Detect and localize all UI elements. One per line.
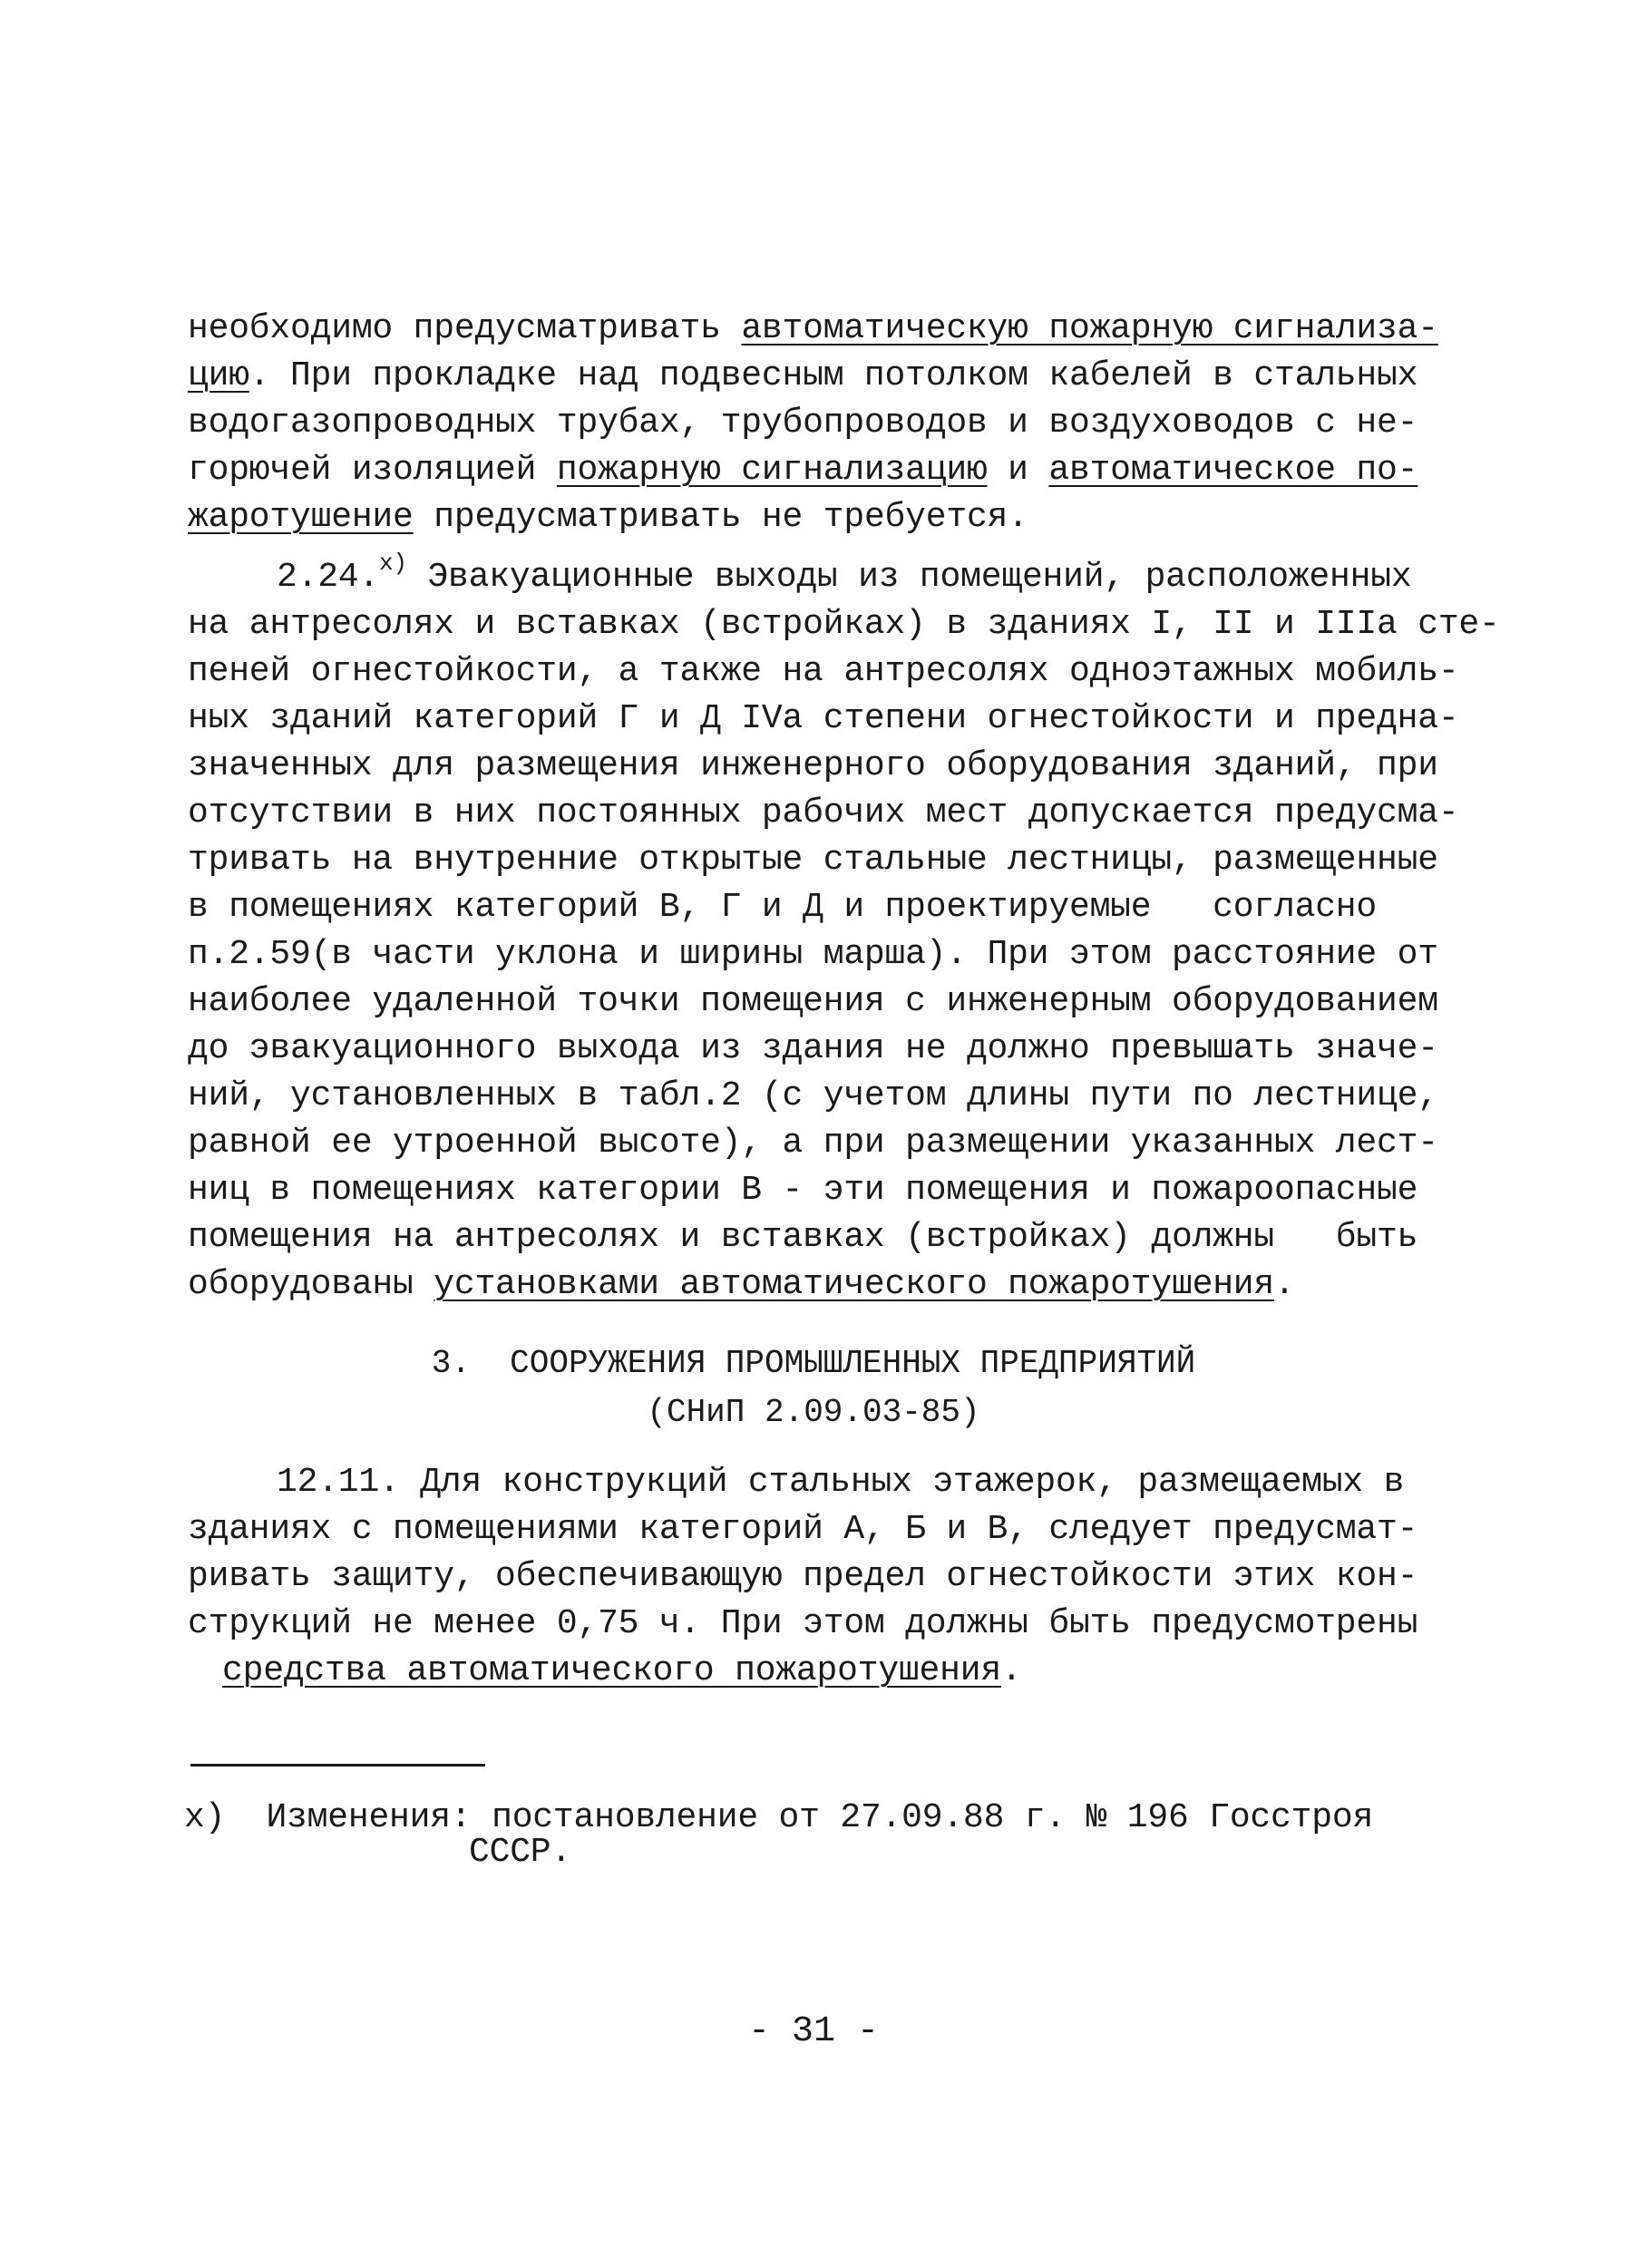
footnote-divider xyxy=(190,1764,485,1767)
p2-line-13: равной ее утроенной высоте), а при размещении указанных лест- xyxy=(188,1124,1438,1163)
p2-line-2: на антресолях и вставках (встройках) в зданиях I, II и IIIа сте- xyxy=(188,605,1500,644)
footnote-mark: x) xyxy=(184,1798,226,1837)
p2-line-6: отсутствии в них постоянных рабочих мест допускается предусма- xyxy=(188,793,1459,832)
underlined-term: пожарную сигнализацию xyxy=(556,451,988,490)
underlined-term: цию xyxy=(188,356,249,395)
p2-line-15: помещения на антресолях и вставках (встройках) должны быть xyxy=(188,1218,1418,1257)
clause-number: 2.24. xyxy=(277,558,380,597)
p3-line-3: ривать защиту, обеспечивающую предел огнестойкости этих кон- xyxy=(188,1557,1418,1596)
p3-line-1: 12.11. Для конструкций стальных этажерок, размещаемых в xyxy=(277,1463,1405,1502)
p2-line-11: до эвакуационного выхода из здания не должно превышать значе- xyxy=(188,1029,1438,1068)
p3-line-5: средства автоматического пожаротушения. xyxy=(222,1651,1022,1690)
footnote-line-1 xyxy=(184,1796,1373,1841)
underlined-term: установками автоматического пожаротушения xyxy=(434,1265,1275,1304)
p2-line-9: п.2.59(в части уклона и ширины марша). При этом расстояние от xyxy=(188,935,1438,974)
underlined-term: автоматическое по- xyxy=(1048,451,1418,490)
p1-line-5: жаротушение предусматривать не требуется. xyxy=(188,498,1028,537)
footnote-line-2: СССР. xyxy=(469,1833,572,1872)
p2-line-5: значенных для размещения инженерного оборудования зданий, при xyxy=(188,746,1438,785)
p2-line-16: оборудованы установками автоматического пожаротушения. xyxy=(188,1265,1295,1304)
underlined-term: автоматическую пожарную сигнализа- xyxy=(741,309,1438,348)
section-subtitle: (СНиП 2.09.03-85) xyxy=(647,1394,980,1431)
p3-line-2: зданиях с помещениями категорий А, Б и В, следует предусмат- xyxy=(188,1510,1418,1549)
p2-line-1: 2.24.$^{x)}$ Эвакуационные выходы из помещений, расположенных xyxy=(277,550,1412,597)
p2-line-7: тривать на внутренние открытые стальные лестницы, размещенные xyxy=(188,841,1438,880)
p1-line-2: цию. При прокладке над подвесным потолком кабелей в стальных xyxy=(188,356,1418,395)
p2-line-14: ниц в помещениях категории В - эти помещения и пожароопасные xyxy=(188,1171,1418,1210)
p3-line-4: струкций не менее 0,75 ч. При этом должны быть предусмотрены xyxy=(188,1604,1418,1643)
p2-line-12: ний, установленных в табл.2 (с учетом длины пути по лестнице, xyxy=(188,1076,1438,1115)
footnote-mark: x) xyxy=(379,550,407,577)
p1-line-3: водогазопроводных трубах, трубопроводов и воздуховодов с не- xyxy=(188,404,1418,443)
footnote-text: постановление от 27.09.88 г. № 196 Госстроя xyxy=(492,1798,1374,1837)
p1-line-1: необходимо предусматривать автоматическую пожарную сигнализа- xyxy=(188,309,1438,348)
underlined-term: средства автоматического пожаротушения xyxy=(222,1651,1001,1690)
p2-line-8: в помещениях категорий В, Г и Д и проектируемые согласно xyxy=(188,888,1378,927)
p2-line-10: наиболее удаленной точки помещения с инженерным оборудованием xyxy=(188,982,1438,1021)
p1-line-4: горючей изоляцией пожарную сигнализацию и автоматическое по- xyxy=(188,451,1418,490)
page-number: - 31 - xyxy=(747,2011,880,2052)
underlined-term: жаротушение xyxy=(188,498,414,537)
p2-line-3: пеней огнестойкости, а также на антресолях одноэтажных мобиль- xyxy=(188,652,1459,691)
footnote-label: Изменения: xyxy=(266,1798,472,1837)
p2-line-4: ных зданий категорий Г и Д IVа степени огнестойкости и предна- xyxy=(188,699,1459,738)
section-title: 3. СООРУЖЕНИЯ ПРОМЫШЛЕННЫХ ПРЕДПРИЯТИЙ xyxy=(431,1345,1196,1382)
